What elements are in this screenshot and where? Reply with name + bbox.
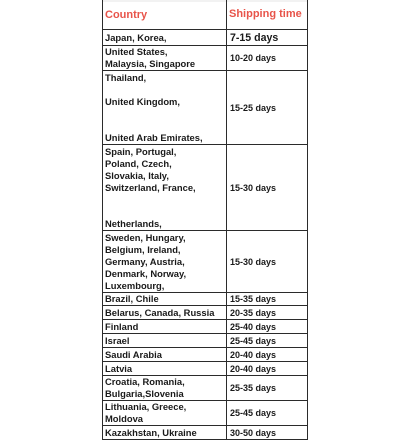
- table-row: [103, 306, 308, 320]
- shipping-time-cell: 25-40 days: [227, 320, 308, 334]
- country-cell: Croatia, Romania, Bulgaria,Slovenia: [103, 376, 227, 401]
- shipping-time-cell: 30-50 days: [227, 426, 308, 440]
- table-row: [103, 46, 308, 71]
- table-row: [103, 348, 308, 362]
- shipping-time-cell: 20-35 days: [227, 306, 308, 320]
- country-cell: Sweden, Hungary, Belgium, Ireland, Germany, Austria, Denmark, Norway, Luxembourg,: [103, 231, 227, 293]
- country-cell: Finland: [103, 320, 227, 334]
- shipping-time-cell: 15-25 days: [227, 71, 308, 145]
- shipping-time-cell: 25-45 days: [227, 334, 308, 348]
- shipping-table-container: [102, 0, 307, 440]
- country-cell: Israel: [103, 334, 227, 348]
- table-row: [103, 362, 308, 376]
- country-cell: Thailand, United Kingdom, United Arab Emirates,: [103, 71, 227, 145]
- shipping-time-cell: 25-35 days: [227, 376, 308, 401]
- country-column-header: Country: [103, 0, 227, 30]
- country-cell: Belarus, Canada, Russia: [103, 306, 227, 320]
- shipping-time-cell: 15-30 days: [227, 231, 308, 293]
- table-row: [103, 320, 308, 334]
- country-cell: Brazil, Chile: [103, 293, 227, 306]
- country-cell: Spain, Portugal, Poland, Czech, Slovakia, Italy, Switzerland, France, Netherlands,: [103, 145, 227, 231]
- shipping-time-column-header: Shipping time: [227, 0, 308, 30]
- shipping-time-cell: 15-35 days: [227, 293, 308, 306]
- country-cell: United States, Malaysia, Singapore: [103, 46, 227, 71]
- table-row: [103, 293, 308, 306]
- country-cell: Japan, Korea,: [103, 30, 227, 46]
- table-row: [103, 376, 308, 401]
- table-row: [103, 426, 308, 440]
- country-cell: Lithuania, Greece, Moldova: [103, 401, 227, 426]
- shipping-time-table: [102, 0, 308, 440]
- shipping-time-cell: 15-30 days: [227, 145, 308, 231]
- table-row: [103, 231, 308, 293]
- table-row: [103, 71, 308, 145]
- shipping-time-cell: 7-15 days: [227, 30, 308, 46]
- table-row: [103, 401, 308, 426]
- table-row: [103, 145, 308, 231]
- shipping-time-cell: 20-40 days: [227, 362, 308, 376]
- table-row: [103, 334, 308, 348]
- shipping-time-cell: 20-40 days: [227, 348, 308, 362]
- shipping-time-cell: 10-20 days: [227, 46, 308, 71]
- country-cell: Latvia: [103, 362, 227, 376]
- shipping-time-cell: 25-45 days: [227, 401, 308, 426]
- header-row: [103, 0, 308, 30]
- country-cell: Kazakhstan, Ukraine: [103, 426, 227, 440]
- country-cell: Saudi Arabia: [103, 348, 227, 362]
- table-row: [103, 30, 308, 46]
